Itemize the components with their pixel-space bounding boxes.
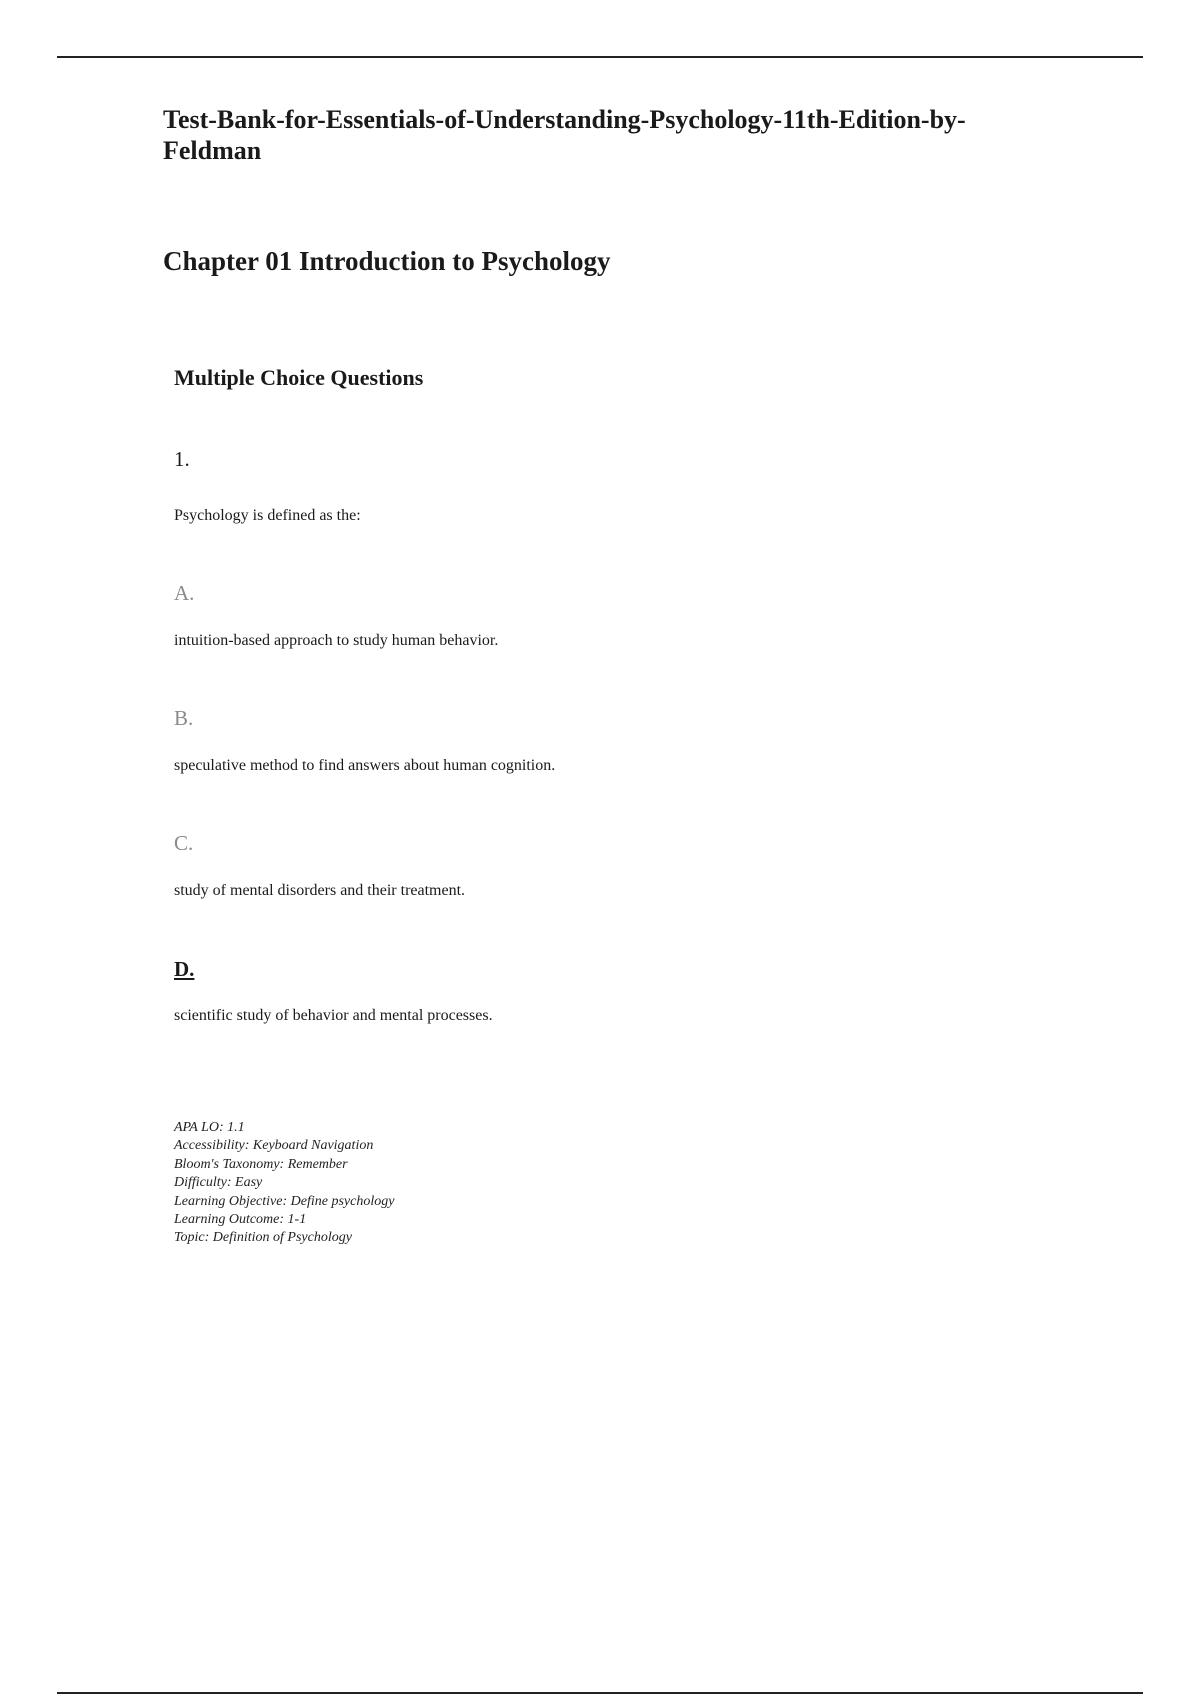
bottom-rule — [57, 1692, 1143, 1694]
metadata-apa-lo: APA LO: 1.1 — [174, 1120, 245, 1135]
top-rule — [57, 56, 1143, 58]
section-title: Multiple Choice Questions — [174, 365, 424, 390]
metadata-topic: Topic: Definition of Psychology — [174, 1230, 352, 1246]
metadata-accessibility: Accessibility: Keyboard Navigation — [174, 1138, 374, 1154]
option-d-letter-correct: D. — [174, 957, 195, 981]
chapter-title: Chapter 01 Introduction to Psychology — [163, 246, 611, 276]
document-title: Test-Bank-for-Essentials-of-Understanding-Psychology-11th-Edition-by-Feldman — [163, 105, 966, 165]
option-b-letter: B. — [174, 706, 194, 730]
option-c-letter: C. — [174, 831, 194, 855]
option-b-text: speculative method to find answers about human cognition. — [174, 757, 556, 774]
metadata-learning-outcome: Learning Outcome: 1-1 — [174, 1212, 307, 1228]
option-a-text: intuition-based approach to study human behavior. — [174, 632, 499, 649]
question-metadata — [174, 1119, 394, 1248]
metadata-blooms-taxonomy: Bloom's Taxonomy: Remember — [174, 1156, 348, 1172]
metadata-difficulty: Difficulty: Easy — [174, 1175, 263, 1191]
question-number: 1. — [174, 447, 190, 471]
metadata-learning-objective: Learning Objective: Define psychology — [174, 1193, 395, 1209]
option-a-letter: A. — [174, 581, 195, 605]
option-c-text: study of mental disorders and their treatment. — [174, 882, 466, 899]
option-d-text: scientific study of behavior and mental processes. — [174, 1007, 493, 1024]
question-stem: Psychology is defined as the: — [174, 507, 361, 524]
